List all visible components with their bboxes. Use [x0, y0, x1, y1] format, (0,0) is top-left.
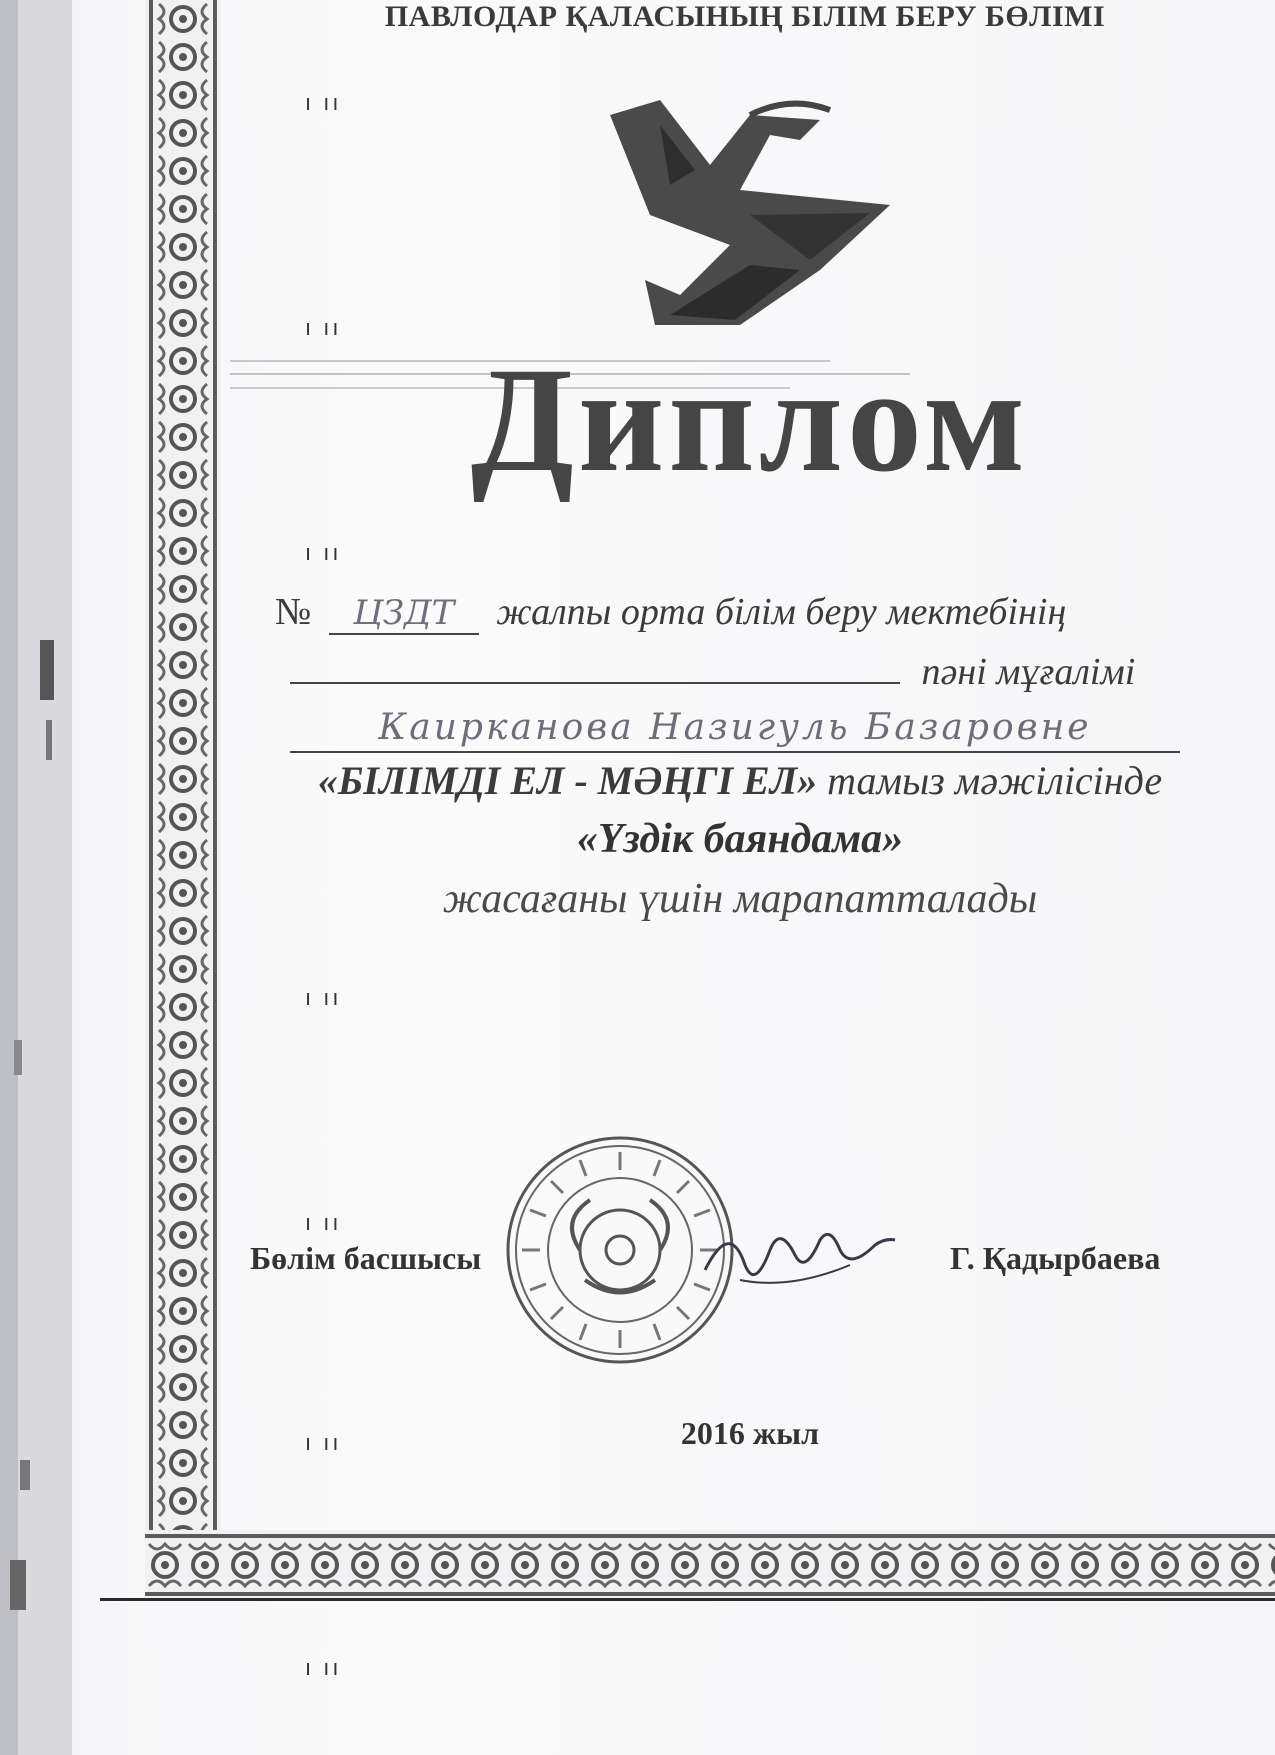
issue-year: 2016 жыл [680, 1415, 820, 1451]
signer-position: Бөлім басшысы [250, 1240, 482, 1276]
school-suffix: жалпы орта білім беру мектебінің [496, 591, 1067, 633]
scan-edge-noise [0, 0, 72, 1755]
recipient-name-handwritten: Каирканова Назигуль Базаровне [290, 705, 1180, 753]
event-suffix: тамыз мәжілісінде [827, 758, 1163, 803]
subject-blank [290, 648, 900, 684]
tick-mark: ı ıı [305, 315, 342, 340]
school-number-handwritten: ЦЗДТ [329, 593, 479, 635]
subject-suffix: пәні мұғалімі [921, 651, 1136, 693]
signer-name: Г. Қадырбаева [950, 1240, 1161, 1276]
school-number-line [275, 590, 1066, 635]
tick-mark: ı ıı [305, 1430, 342, 1455]
subject-line [290, 648, 1135, 694]
bottom-rule [100, 1598, 1275, 1601]
ornament-border-bottom [145, 1530, 1275, 1600]
tick-mark: ı ıı [305, 540, 342, 565]
tick-mark: ı ıı [305, 1655, 342, 1680]
handwritten-signature [700, 1210, 900, 1300]
header-organization: ПАВЛОДАР ҚАЛАСЫНЫҢ БІЛІМ БЕРУ БӨЛІМІ [384, 0, 1106, 33]
bird-emblem-logo [600, 95, 900, 325]
ornament-border-left [145, 0, 221, 1600]
tick-mark: ı ıı [305, 90, 342, 115]
tick-mark: ı ıı [305, 1210, 342, 1235]
award-title: «Үздік баяндама» [576, 816, 904, 862]
number-sign: № [275, 591, 312, 633]
event-name: «БІЛІМДІ ЕЛ - МӘҢГІ ЕЛ» [317, 758, 818, 803]
awarded-for: жасағаны үшін марапатталады [442, 876, 1038, 922]
diploma-title: Диплом [470, 337, 1030, 503]
event-line [250, 757, 1230, 804]
tick-mark: ı ıı [305, 985, 342, 1010]
